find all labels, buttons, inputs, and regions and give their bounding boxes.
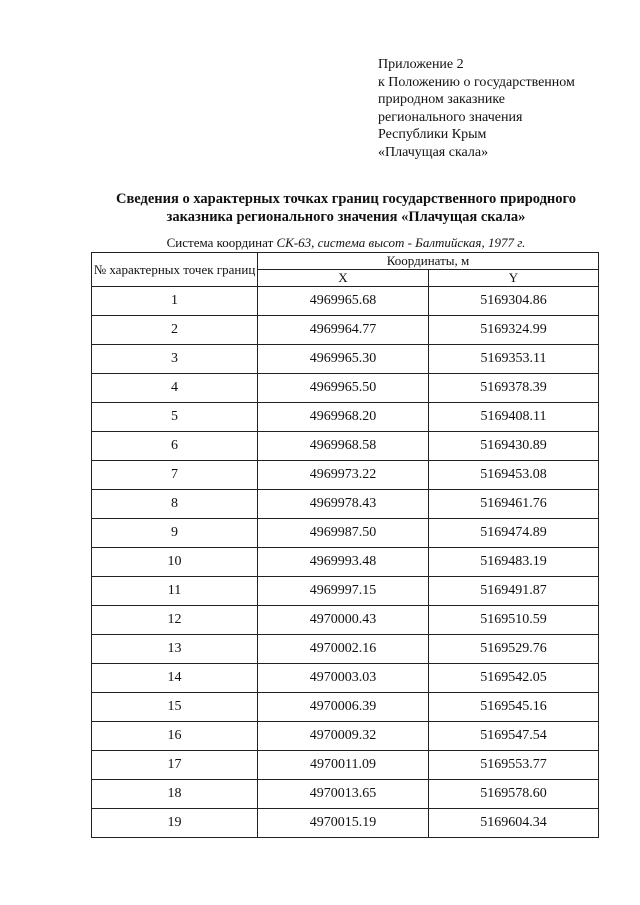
y-coordinate-cell: 5169545.16 (429, 693, 599, 722)
x-coordinate-cell: 4969993.48 (258, 548, 429, 577)
x-coordinate-cell: 4969965.30 (258, 345, 429, 374)
x-coordinate-cell: 4969987.50 (258, 519, 429, 548)
y-coordinate-cell: 5169408.11 (429, 403, 599, 432)
y-coordinate-cell: 5169483.19 (429, 548, 599, 577)
coordinates-table (91, 252, 599, 838)
y-coordinate-cell: 5169453.08 (429, 461, 599, 490)
point-number-cell: 13 (92, 635, 258, 664)
x-coordinate-cell: 4969968.58 (258, 432, 429, 461)
y-coordinate-cell: 5169529.76 (429, 635, 599, 664)
table-body (92, 287, 599, 838)
y-coordinate-cell: 5169474.89 (429, 519, 599, 548)
annex-line: «Плачущая скала» (378, 144, 489, 160)
point-number-cell: 7 (92, 461, 258, 490)
point-number-cell: 18 (92, 780, 258, 809)
x-coordinate-cell: 4970000.43 (258, 606, 429, 635)
header-coordinates: Координаты, м (258, 253, 599, 270)
caption-italic: СК-63, система высот - Балтийская, 1977 г. (276, 235, 526, 250)
annex-line: к Положению о государственном (378, 74, 575, 90)
table-row (92, 345, 599, 374)
x-coordinate-cell: 4969968.20 (258, 403, 429, 432)
table-row (92, 664, 599, 693)
point-number-cell: 2 (92, 316, 258, 345)
y-coordinate-cell: 5169430.89 (429, 432, 599, 461)
point-number-cell: 4 (92, 374, 258, 403)
document-title (90, 190, 602, 226)
x-coordinate-cell: 4970013.65 (258, 780, 429, 809)
title-line: Сведения о характерных точках границ государственного природного (115, 191, 577, 207)
caption-prefix: Система координат (166, 235, 277, 250)
point-number-cell: 14 (92, 664, 258, 693)
y-coordinate-cell: 5169542.05 (429, 664, 599, 693)
point-number-cell: 16 (92, 722, 258, 751)
x-coordinate-cell: 4969965.68 (258, 287, 429, 316)
table-row (92, 577, 599, 606)
y-coordinate-cell: 5169378.39 (429, 374, 599, 403)
annex-line: регионального значения (378, 109, 523, 125)
point-number-cell: 15 (92, 693, 258, 722)
point-number-cell: 1 (92, 287, 258, 316)
table-row (92, 490, 599, 519)
x-coordinate-cell: 4970009.32 (258, 722, 429, 751)
point-number-cell: 10 (92, 548, 258, 577)
x-coordinate-cell: 4969997.15 (258, 577, 429, 606)
point-number-cell: 9 (92, 519, 258, 548)
table-row (92, 316, 599, 345)
y-coordinate-cell: 5169547.54 (429, 722, 599, 751)
y-coordinate-cell: 5169578.60 (429, 780, 599, 809)
annex-line: природном заказнике (378, 92, 506, 107)
x-coordinate-cell: 4969973.22 (258, 461, 429, 490)
y-coordinate-cell: 5169491.87 (429, 577, 599, 606)
annex-block (378, 56, 575, 161)
header-point-number: № характерных точек границ (92, 253, 258, 287)
table-row (92, 693, 599, 722)
point-number-cell: 19 (92, 809, 258, 838)
x-coordinate-cell: 4970006.39 (258, 693, 429, 722)
x-coordinate-cell: 4969964.77 (258, 316, 429, 345)
y-coordinate-cell: 5169324.99 (429, 316, 599, 345)
table-row (92, 403, 599, 432)
x-coordinate-cell: 4969978.43 (258, 490, 429, 519)
table-row (92, 461, 599, 490)
table-row (92, 374, 599, 403)
table-row (92, 635, 599, 664)
header-x: X (258, 270, 429, 287)
x-coordinate-cell: 4969965.50 (258, 374, 429, 403)
y-coordinate-cell: 5169304.86 (429, 287, 599, 316)
point-number-cell: 5 (92, 403, 258, 432)
title-line: заказника регионального значения «Плачущая скала» (166, 209, 526, 225)
table-row (92, 432, 599, 461)
point-number-cell: 3 (92, 345, 258, 374)
x-coordinate-cell: 4970015.19 (258, 809, 429, 838)
table-row (92, 606, 599, 635)
x-coordinate-cell: 4970011.09 (258, 751, 429, 780)
y-coordinate-cell: 5169553.77 (429, 751, 599, 780)
annex-line: Республики Крым (378, 127, 487, 142)
x-coordinate-cell: 4970002.16 (258, 635, 429, 664)
header-y: Y (429, 270, 599, 287)
table-row (92, 751, 599, 780)
annex-line: Приложение 2 (378, 57, 464, 72)
point-number-cell: 8 (92, 490, 258, 519)
table-row (92, 548, 599, 577)
table-row (92, 809, 599, 838)
coordinate-system-caption (90, 236, 602, 250)
y-coordinate-cell: 5169461.76 (429, 490, 599, 519)
point-number-cell: 11 (92, 577, 258, 606)
table-row (92, 780, 599, 809)
table-row (92, 287, 599, 316)
table-header-row (92, 253, 599, 270)
y-coordinate-cell: 5169353.11 (429, 345, 599, 374)
point-number-cell: 6 (92, 432, 258, 461)
point-number-cell: 17 (92, 751, 258, 780)
y-coordinate-cell: 5169604.34 (429, 809, 599, 838)
point-number-cell: 12 (92, 606, 258, 635)
table-row (92, 722, 599, 751)
y-coordinate-cell: 5169510.59 (429, 606, 599, 635)
x-coordinate-cell: 4970003.03 (258, 664, 429, 693)
table-row (92, 519, 599, 548)
